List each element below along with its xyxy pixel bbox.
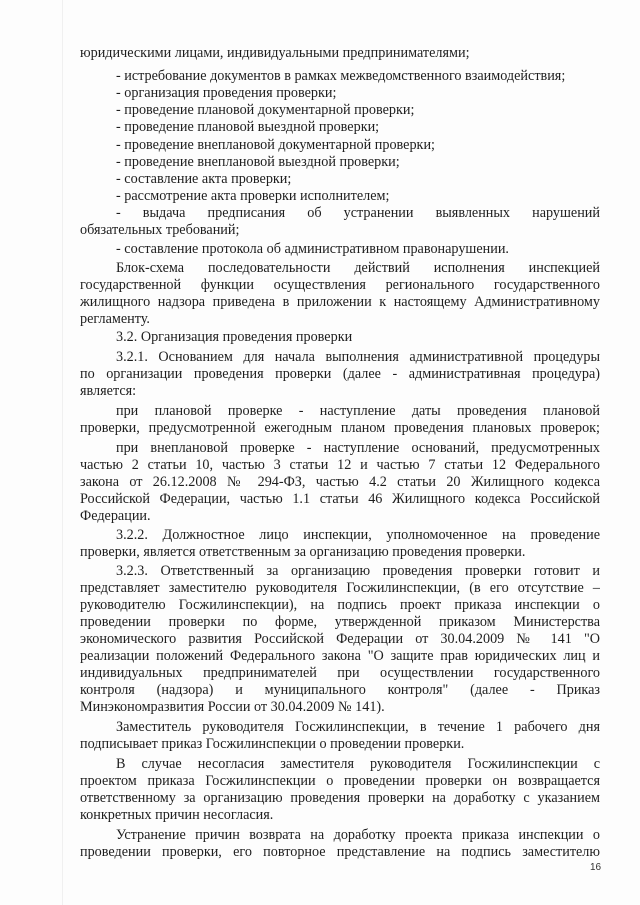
text-line: - составление протокола об административном правонарушении. [116,241,509,257]
text-line: - составление акта проверки; [116,171,292,187]
text-line: Минэкономразвития России от 30.04.2009 № 141). [80,699,385,715]
text-line: проверки, является ответственным за организацию проведения проверки. [80,544,526,560]
text-line: ответственному за организацию проведения проверки на доработку с указанием [80,790,600,806]
text-line: частью 2 статьи 10, частью 3 статьи 12 и частью 7 статьи 12 Федерального [80,457,600,473]
text-line: при внеплановой проверке - наступление оснований, предусмотренных [116,440,600,456]
text-line: - проведение плановой выездной проверки; [116,119,380,135]
text-line: проверки, предусмотренной ежегодным планом проведения плановых проверок; [80,420,600,436]
text-line: регламенту. [80,311,150,327]
text-line: проектом приказа Госжилинспекции о проведении проверки он возвращается [80,773,600,789]
text-line: подписывает приказ Госжилинспекции о проведении проверки. [80,736,465,752]
text-line: по организации проведения проверки (далее - административная процедура) [80,366,600,382]
text-line: экономического развития Российской Федерации от 30.04.2009 № 141 "О [80,631,600,647]
text-line: - организация проведения проверки; [116,85,337,101]
text-line: 3.2.1. Основанием для начала выполнения административной процедуры [116,349,600,365]
text-line: Устранение причин возврата на доработку проекта приказа инспекции о [116,827,600,843]
text-line: реализации положений Федерального закона "О защите прав юридических лиц и [80,648,600,664]
text-line: индивидуальных предпринимателей при осуществлении государственного [80,665,600,681]
text-line: - проведение внеплановой документарной проверки; [116,137,435,153]
text-line: Российской Федерации, частью 1.1 статьи 46 Жилищного кодекса Российской [80,491,600,507]
text-line: Блок-схема последовательности действий исполнения инспекцией [116,260,600,276]
scan-edge [62,0,63,905]
text-line: конкретных причин несогласия. [80,807,274,823]
text-line: - рассмотрение акта проверки исполнителем; [116,188,390,204]
text-line: закона от 26.12.2008 № 294-ФЗ, частью 4.2 статьи 20 Жилищного кодекса [80,474,600,490]
page-number: 16 [590,862,602,873]
text-line: 3.2. Организация проведения проверки [116,329,353,345]
text-line: государственной функции осуществления регионального государственного [80,277,600,293]
text-line: проведении проверки по форме, утвержденной приказом Министерства [80,614,600,630]
text-line: обязательных требований; [80,222,240,238]
text-line: является: [80,383,137,399]
text-line: - выдача предписания об устранении выявленных нарушений [116,205,600,221]
text-line: - проведение плановой документарной проверки; [116,102,415,118]
text-line: - проведение внеплановой выездной проверки; [116,154,400,170]
text-line: юридическими лицами, индивидуальными предпринимателями; [80,45,470,61]
text-line: представляет заместителю руководителя Госжилинспекции, (в его отсутствие – [80,580,600,596]
text-line: контроля (надзора) и муниципального контроля" (далее - Приказ [80,682,600,698]
text-line: В случае несогласия заместителя руководителя Госжилинспекции с [116,756,600,772]
text-line: проведении проверки, его повторное представление на подпись заместителю [80,844,600,860]
text-line: при плановой проверке - наступление даты проведения плановой [116,403,600,419]
text-line: жилищного надзора приведена в приложении к настоящему Административному [80,294,600,310]
text-line: Федерации. [80,508,151,524]
text-line: руководителю Госжилинспекции), на подпись проект приказа инспекции о [80,597,600,613]
text-line: - истребование документов в рамках межведомственного взаимодействия; [116,68,566,84]
text-line: Заместитель руководителя Госжилинспекции, в течение 1 рабочего дня [116,719,600,735]
text-line: 3.2.2. Должностное лицо инспекции, уполномоченное на проведение [116,527,600,543]
text-line: 3.2.3. Ответственный за организацию проведения проверки готовит и [116,563,600,579]
